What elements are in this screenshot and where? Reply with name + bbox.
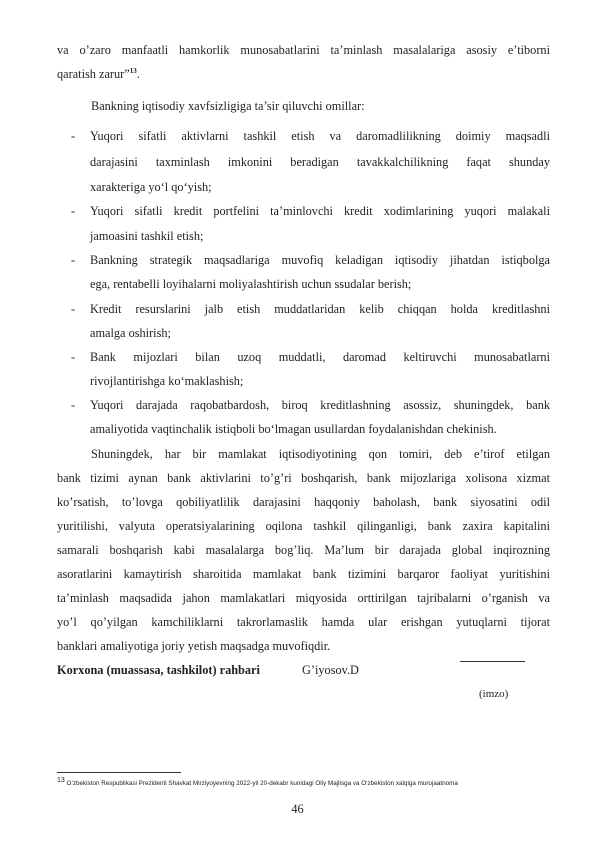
intro-line-2 [57,66,140,82]
signature-label: Korxona (muassasa, tashkilot) rahbari [57,663,260,677]
paragraph-line-8: yo’l qo’yilgan kamchiliklarni takrorlamaslik hamda ular erishgan yutuqlarni tijorat [57,615,550,629]
list-item-5-line-1: Bank mijozlari bilan uzoq muddatli, daromad keltiruvchi munosabatlarni [90,350,550,364]
footnote-text: O‘zbekiston Respublikasi Prezidenti Shavkat Mirziyoyevning 2022-yil 20-dekabr kunidagi Oliy Majlisga va O‘zbekiston xalqiga murojaatnoma [64,780,458,787]
paragraph-line-1: Shuningdek, har bir mamlakat iqtisodiyotining qon tomiri, deb e’tirof etilgan [91,447,550,461]
list-item-2-line-2: jamoasini tashkil etish; [90,229,204,243]
signature-line [460,661,525,662]
paragraph-line-6: asoratlarini kamaytirish sharoitida mamlakat bank tizimini barqaror faoliyat yuritishini [57,567,550,581]
intro-line-2-text: qaratish zarur” [57,67,130,81]
footnote [57,776,458,788]
list-marker: - [71,398,76,412]
paragraph-line-2: bank tizimi aynan bank aktivlarini to’g’ri boshqarish, bank mijozlariga xolisona xizmat [57,471,550,485]
list-item-1-line-2: darajasini taxminlash imkonini beradigan tavakkalchilikning faqat shunday [90,155,550,169]
list-marker: - [71,253,76,267]
footnote-ref: 13 [129,66,137,75]
footnote-divider [57,772,181,773]
paragraph-line-7: ta’minlash maqsadida jahon mamlakatlari miqyosida orttirilgan tajribalarni o’rganish va [57,591,550,605]
paragraph-line-3: ko’rsatish, to’lovga qobiliyatlilik darajasini haqqoniy baholash, bank siyosatini odil [57,495,550,509]
list-marker: - [71,350,76,364]
list-item-3-line-1: Bankning strategik maqsadlariga muvofiq keladigan iqtisodiy jihatdan istiqbolga [90,253,550,267]
list-item-4-line-1: Kredit resurslarini jalb etish muddatlaridan kelib chiqqan holda kreditlashni [90,302,550,316]
list-item-6-line-1: Yuqori darajada raqobatbardosh, biroq kreditlashning asossiz, shuningdek, bank [90,398,550,412]
list-item-1-line-1: Yuqori sifatli aktivlarni tashkil etish va daromadlilikning doimiy maqsadli [90,129,550,143]
paragraph-line-4: yuritilishi, valyuta operatsiyalarining oqilona tashkil qilinganligi, bank zaxira kapitalini [57,519,550,533]
footnote-number: 13 [57,776,65,784]
signature-name: G’iyosov.D [302,663,359,677]
page-number: 46 [291,802,304,816]
list-item-3-line-2: ega, rentabelli loyihalarni moliyalashtirish uchun ssudalar berish; [90,277,412,291]
list-item-5-line-2: rivojlantirishga ko‘maklashish; [90,374,244,388]
signature-imzo: (imzo) [479,688,509,700]
list-marker: - [71,302,76,316]
list-item-2-line-1: Yuqori sifatli kredit portfelini ta’minlovchi kredit xodimlarining yuqori malakali [90,204,550,218]
paragraph-line-9: banklari amaliyotiga joriy yetish maqsadga muvofiqdir. [57,639,331,653]
intro-line-1: va o’zaro manfaatli hamkorlik munosabatlarini ta’minlash masalalariga asosiy e’tiborni [57,43,550,57]
paragraph-line-5: samarali boshqarish kabi masalalarga bog’liq. Ma’lum bir darajada global inqirozning [57,543,550,557]
list-marker: - [71,129,76,143]
intro-line-2-end: . [136,67,140,81]
list-item-4-line-2: amalga oshirish; [90,326,171,340]
list-marker: - [71,204,76,218]
list-item-6-line-2: amaliyotida vaqtinchalik istiqboli bo‘lmagan usullardan foydalanishdan chekinish. [90,422,497,436]
list-item-1-line-3: xarakteriga yo‘l qo‘yish; [90,180,212,194]
section-heading: Bankning iqtisodiy xavfsizligiga ta’sir qiluvchi omillar: [91,99,365,113]
